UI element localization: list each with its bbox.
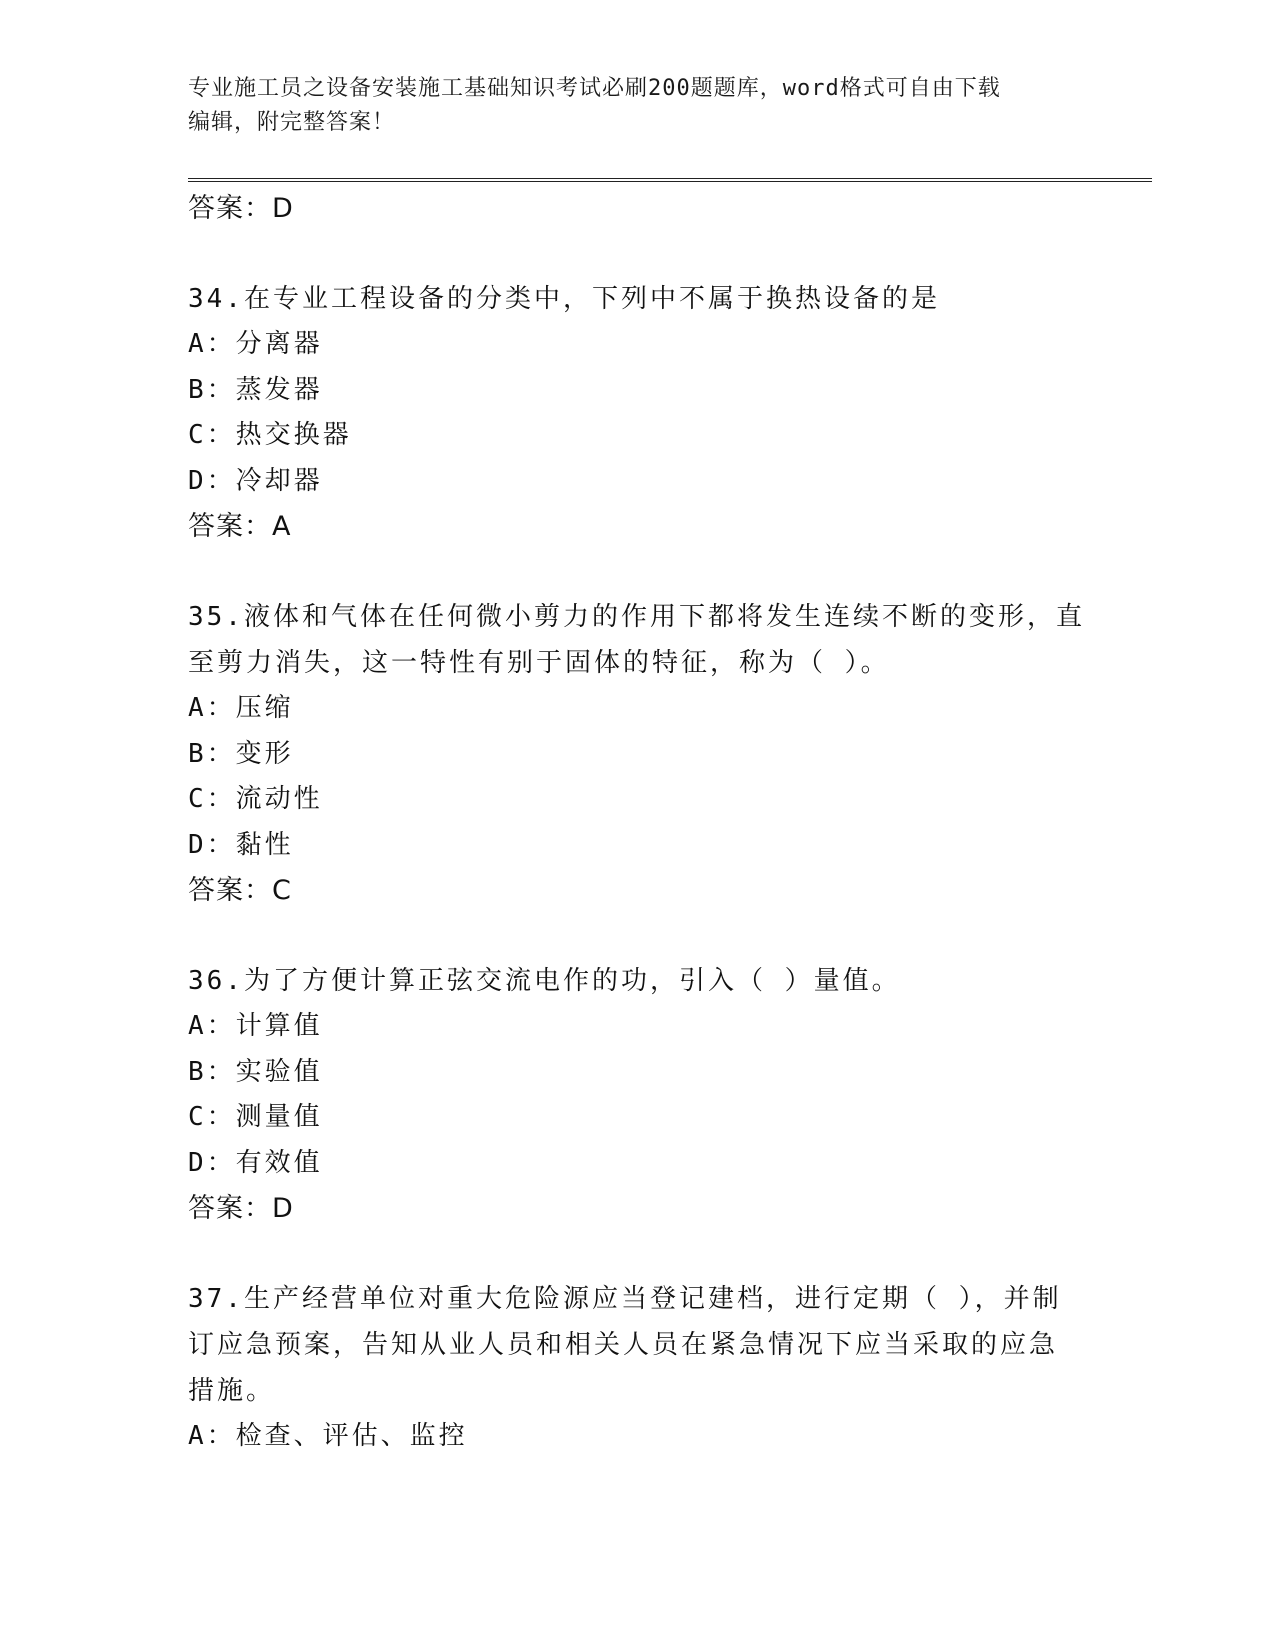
option-a: A：计算值	[188, 1011, 323, 1041]
header-divider	[188, 178, 1152, 182]
question-text: 37.生产经营单位对重大危险源应当登记建档，进行定期（ ），并制	[188, 1284, 1062, 1314]
answer-line: 答案：C	[188, 875, 292, 906]
header-line-2: 编辑，附完整答案！	[188, 110, 396, 135]
option-b: B：蒸发器	[188, 374, 323, 405]
question-text: 35.液体和气体在任何微小剪力的作用下都将发生连续不断的变形，直	[188, 602, 1085, 632]
option-c: C：热交换器	[188, 420, 352, 450]
question-36	[188, 958, 1088, 1232]
page-header	[188, 72, 1088, 140]
answer-line: 答案：A	[188, 511, 292, 542]
option-d: D：冷却器	[188, 465, 323, 496]
question-text: 订应急预案，告知从业人员和相关人员在紧急情况下应当采取的应急	[188, 1330, 1059, 1360]
header-line-1: 专业施工员之设备安装施工基础知识考试必刷200题题库，word格式可自由下载	[188, 76, 1001, 101]
question-35	[188, 594, 1088, 914]
option-c: C：流动性	[188, 784, 323, 814]
answer-line: 答案：D	[188, 193, 294, 224]
option-b: B：变形	[188, 738, 294, 769]
option-d: D：黏性	[188, 829, 294, 860]
option-a: A：检查、评估、监控	[188, 1421, 468, 1451]
question-text: 36.为了方便计算正弦交流电作的功，引入（ ）量值。	[188, 966, 901, 996]
question-text: 至剪力消失，这一特性有别于固体的特征，称为（ ）。	[188, 648, 890, 678]
question-34	[188, 276, 1088, 550]
question-text: 34.在专业工程设备的分类中，下列中不属于换热设备的是	[188, 284, 940, 314]
option-d: D：有效值	[188, 1147, 323, 1178]
option-a: A：分离器	[188, 329, 323, 359]
answer-line: 答案：D	[188, 1193, 294, 1224]
option-b: B：实验值	[188, 1056, 323, 1087]
question-37	[188, 1276, 1088, 1460]
question-text: 措施。	[188, 1376, 276, 1406]
document-body	[188, 186, 1088, 1460]
option-c: C：测量值	[188, 1102, 323, 1132]
option-a: A：压缩	[188, 693, 294, 723]
